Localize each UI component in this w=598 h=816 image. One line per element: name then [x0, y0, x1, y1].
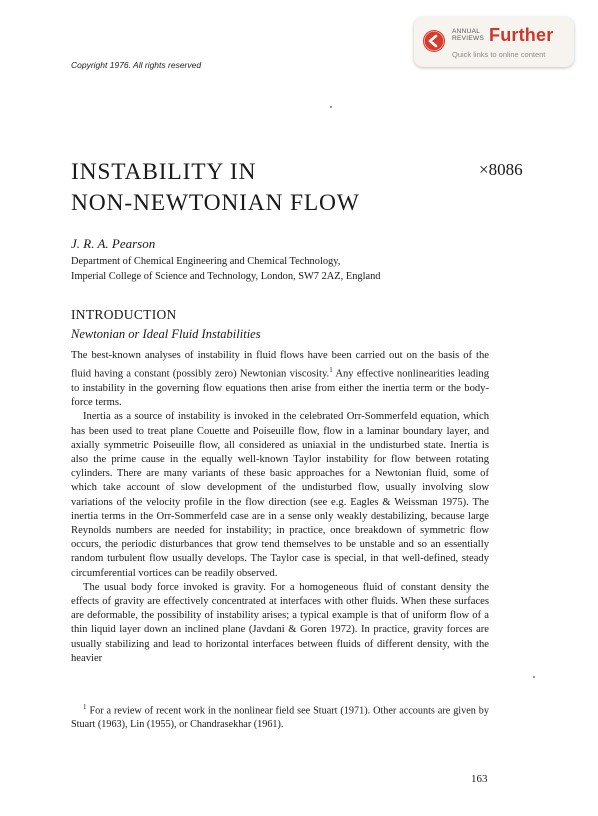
badge-tagline: Quick links to online content	[452, 50, 546, 59]
annual-reviews-logo-icon	[423, 30, 445, 52]
badge-line2: REVIEWS	[452, 35, 485, 42]
footnote	[71, 700, 489, 732]
paragraph-text: The best-known analyses of instability in fluid flows have been carried out on the basis of the fluid having a constant (possibly zero) Newtonian viscosity.	[71, 350, 489, 380]
paragraph-text: Any effective nonlinearities leading to instability in the governing flow equations then arise from either the inertia term or the body-force terms.	[71, 368, 489, 409]
badge-line1: ANNUAL	[452, 28, 481, 35]
body-text	[71, 349, 489, 666]
paragraph	[71, 349, 489, 410]
page-number: 163	[471, 773, 488, 785]
footnote-mark: 1	[83, 703, 87, 711]
affiliation-line-1: Department of Chemical Engineering and Chemical Technology,	[71, 256, 341, 267]
article-title	[71, 157, 360, 219]
subsection-heading: Newtonian or Ideal Fluid Instabilities	[71, 327, 261, 341]
further-badge[interactable]	[414, 17, 574, 67]
copyright-notice: Copyright 1976. All rights reserved	[71, 60, 202, 70]
paragraph: Inertia as a source of instability is invoked in the celebrated Orr-Sommerfeld equation, which has been used to treat plane Couette and Poiseuille flow, flow in a laminar boundary layer, and axially symmetric Poiseuille flow, all considered as uniaxial in the undisturbed state. Inertia is also the prime cause in the equally well-known Taylor instability for flow between rotating cylinders. There are many variants of these basic approaches for a Newtonian fluid, some of which take account of slow development of the undisturbed flow, usually involving slow variations of the velocity profile in the flow direction (see e.g. Eagles & Weissman 1975). The inertia terms in the Orr-Sommerfeld case are in a sense only weakly destabilizing, because large Reynolds numbers are needed for instability; in practice, once breakdown of symmetric flow occurs, the periodic disturbances that grow tend themselves to be unstable and so an essentially random turbulent flow usually develops. The Taylor case is special, in that well-defined, steady circumferential vortices can be readily observed.	[71, 411, 489, 579]
section-heading: INTRODUCTION	[71, 307, 177, 322]
affiliation-line-2: Imperial College of Science and Technology, London, SW7 2AZ, England	[71, 271, 381, 282]
footnote-ref[interactable]: 1	[329, 366, 333, 375]
title-line-2: NON-NEWTONIAN FLOW	[71, 190, 360, 216]
footnote-text: For a review of recent work in the nonlinear field see Stuart (1971). Other accounts are given by Stuart (1963), Lin (1955), or Chandrasekhar (1961).	[71, 705, 489, 731]
badge-publisher	[452, 28, 484, 42]
reprint-code: ×8086	[479, 160, 523, 179]
scan-speck	[330, 106, 332, 108]
title-line-1: INSTABILITY IN	[71, 159, 257, 185]
scan-speck	[533, 676, 535, 678]
author-affiliation	[71, 254, 380, 284]
badge-brand: Further	[489, 25, 554, 45]
author-name: J. R. A. Pearson	[71, 236, 156, 251]
paragraph: The usual body force invoked is gravity. For a homogeneous fluid of constant density the effects of gravity are effectively concentrated at interfaces with other fluids. When these surfaces are deformable, the possibility of instability arises; a typical example is that of uniform flow of a thin liquid layer down an inclined plane (Javdani & Goren 1972). In practice, gravity forces are usually stabilizing and lead to horizontal interfaces between fluids of different density, with the heavier	[71, 581, 489, 664]
